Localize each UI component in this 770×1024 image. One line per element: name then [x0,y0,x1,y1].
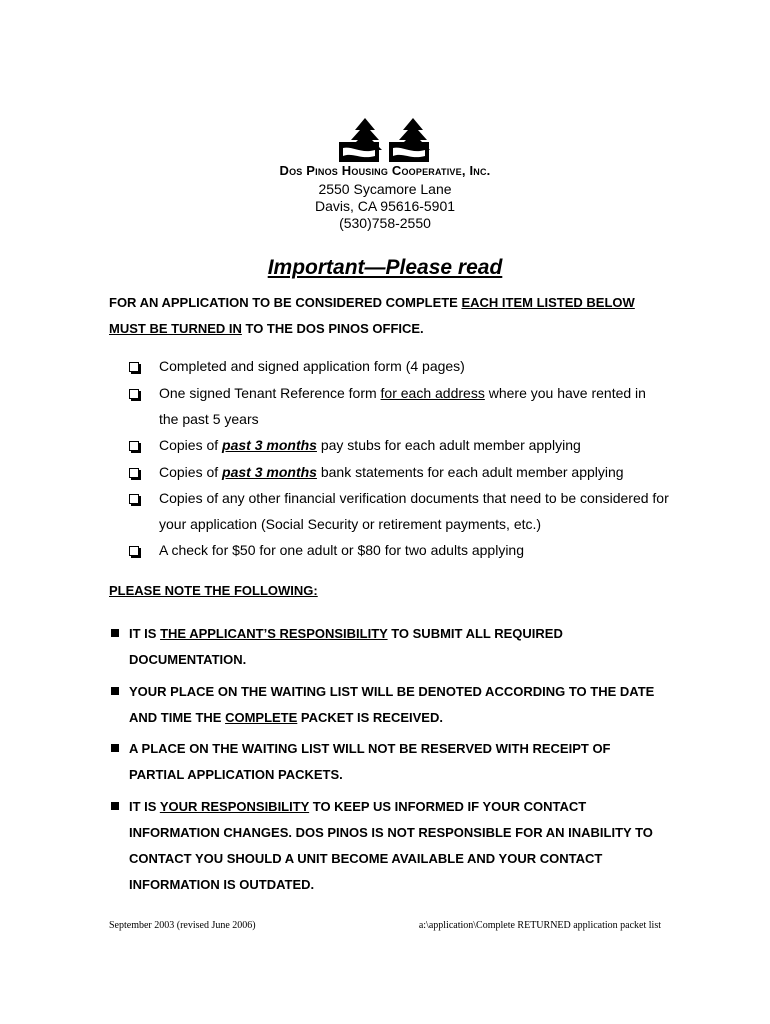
dos-pinos-logo-icon [335,116,435,164]
checkbox-icon [129,546,139,556]
checklist-item: Copies of past 3 months pay stubs for each adult member applying [129,432,689,458]
phone-number: (530)758-2550 [339,215,431,231]
note-item: IT IS THE APPLICANT’S RESPONSIBILITY TO SUBMIT ALL REQUIRED DOCUMENTATION. [111,621,671,673]
checklist-item: Copies of past 3 months bank statements for each adult member applying [129,459,689,485]
bullet-square-icon [111,629,119,637]
checkbox-icon [129,389,139,399]
page-title: Important—Please read [267,256,503,279]
checklist-item: One signed Tenant Reference form for each address where you have rented in the past 5 years [129,380,689,432]
footer-file-path: a:\application\Complete RETURNED application packet list [418,920,661,931]
bullet-square-icon [111,744,119,752]
note-item: YOUR PLACE ON THE WAITING LIST WILL BE DENOTED ACCORDING TO THE DATE AND TIME THE COMPLETE PACKET IS RECEIVED. [111,679,671,731]
checklist-item: Copies of any other financial verification documents that need to be considered for your application (Social Security or retirement payments, etc.) [129,485,689,537]
checklist-item: Completed and signed application form (4 pages) [129,353,689,379]
organization-name: Dos Pinos Housing Cooperative, Inc. [279,163,491,178]
checklist-item: A check for $50 for one adult or $80 for two adults applying [129,537,689,563]
checkbox-icon [129,441,139,451]
note-item: A PLACE ON THE WAITING LIST WILL NOT BE RESERVED WITH RECEIPT OF PARTIAL APPLICATION PACKETS. [111,736,671,788]
bullet-square-icon [111,802,119,810]
checkbox-icon [129,494,139,504]
note-item: IT IS YOUR RESPONSIBILITY TO KEEP US INFORMED IF YOUR CONTACT INFORMATION CHANGES. DOS PINOS IS NOT RESPONSIBLE FOR AN INABILITY TO CONTACT YOU SHOULD A UNIT BECOME AVAILABLE AND YOUR CONTACT INFORMATION IS OUTDATED. [111,794,671,898]
checkbox-icon [129,362,139,372]
checkbox-icon [129,468,139,478]
address-city: Davis, CA 95616-5901 [314,198,456,214]
bullet-square-icon [111,687,119,695]
address-street: 2550 Sycamore Lane [318,181,452,197]
footer-date: September 2003 (revised June 2006) [109,920,256,931]
intro-paragraph: FOR AN APPLICATION TO BE CONSIDERED COMPLETE EACH ITEM LISTED BELOW MUST BE TURNED IN TO THE DOS PINOS OFFICE. [109,295,635,336]
notes-heading: PLEASE NOTE THE FOLLOWING: [109,583,318,598]
